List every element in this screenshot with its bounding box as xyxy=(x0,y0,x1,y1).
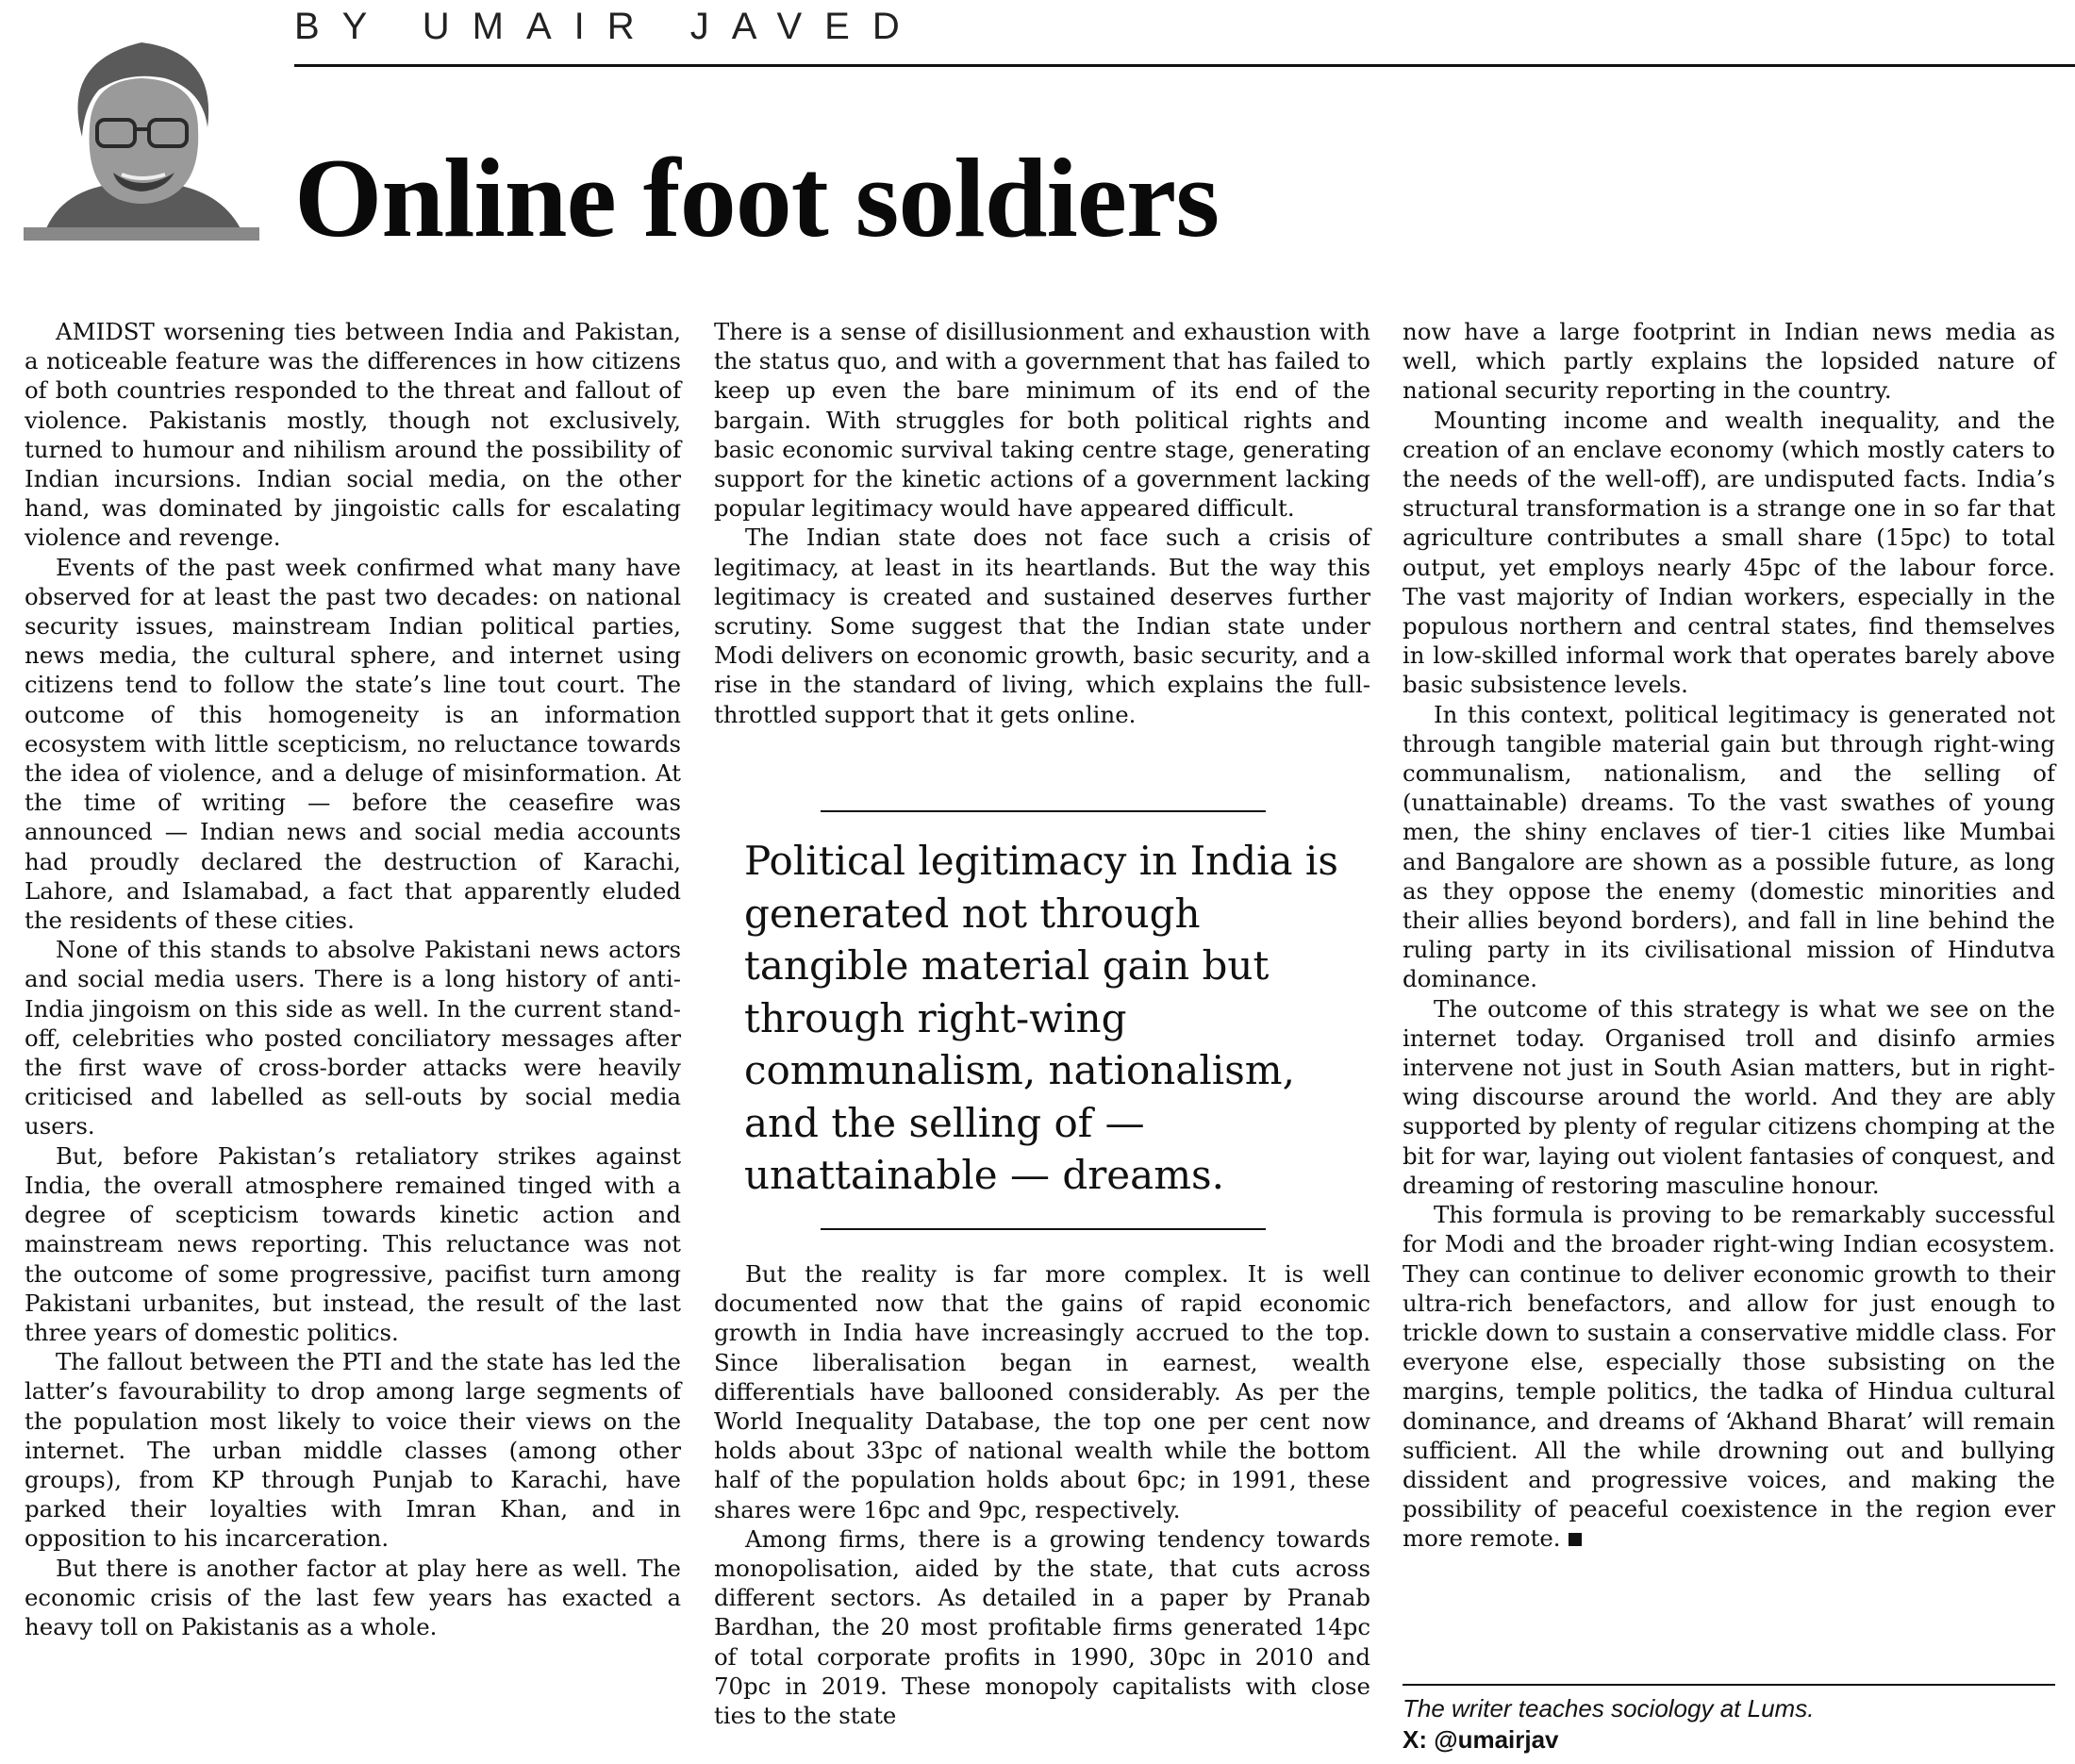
pullquote-rule-bottom xyxy=(821,1228,1266,1230)
author-bio: The writer teaches sociology at Lums. xyxy=(1403,1694,1815,1722)
paragraph: But the reality is far more complex. It is well documented now that the gains of rapid economic growth in India have increasingly accrued to the top. Since liberalisation began in earnest, wealth differentials have ballooned considerably. As per the World Inequality Database, the top one per cent now holds about 33pc of national wealth while the bottom half of the population holds about 6pc; in 1991, these shares were 16pc and 9pc, respectively. xyxy=(714,1260,1370,1523)
author-portrait xyxy=(24,24,259,239)
byline: BY UMAIR JAVED xyxy=(294,6,922,47)
paragraph: None of this stands to absolve Pakistani news actors and social media users. There is a long history of anti-India jingoism on this side as well. In the current stand-off, celebrities who posted conciliatory messages after the first wave of cross-border attacks were heavily criticised and labelled as sell-outs by social media users. xyxy=(25,936,681,1140)
paragraph: In this context, political legitimacy is generated not through tangible material gain but through right-wing communalism, nationalism, and the selling of (unattainable) dreams. To the vast swathes of young men, the shiny enclaves of tier-1 cities like Mumbai and Bangalore are shown as a possible future, as long as they oppose the enemy (domestic minorities and their allies beyond borders), and fall in line behind the ruling party in its civilisational mission of Hindutva dominance. xyxy=(1403,700,2055,993)
paragraph: The fallout between the PTI and the state has led the latter’s favourability to drop among large segments of the population most likely to voice their views on the internet. The urban middle classes (among other groups), from KP through Punjab to Karachi, have parked their loyalties with Imran Khan, and in opposition to his incarceration. xyxy=(25,1348,681,1553)
pullquote-rule-top xyxy=(821,810,1266,812)
headline: Online foot soldiers xyxy=(294,135,1220,260)
article-column-2-bottom xyxy=(714,1259,1370,1730)
paragraph: now have a large footprint in Indian news media as well, which partly explains the lopsided nature of national security reporting in the country. xyxy=(1403,318,2055,405)
portrait-accent-bar xyxy=(24,227,259,241)
paragraph: But, before Pakistan’s retaliatory strikes against India, the overall atmosphere remained tinged with a degree of scepticism towards kinetic action and mainstream news reporting. This reluctance was not the outcome of some progressive, pacifist turn among Pakistani urbanites, but instead, the result of the last three years of domestic politics. xyxy=(25,1141,681,1346)
paragraph: The Indian state does not face such a crisis of legitimacy, at least in its heartlands. But the way this legitimacy is created and sustained deserves further scrutiny. Some suggest that the Indian state under Modi delivers on economic growth, basic security, and a rise in the standard of living, which explains the full-throttled support that it gets online. xyxy=(714,524,1370,728)
paragraph-text: This formula is proving to be remarkably successful for Modi and the broader right-wing Indian ecosystem. They can continue to deliver economic growth to their ultra-rich benefactors, and allow for just enough to trickle down to sustain a conservative middle class. For everyone else, especially those subsisting on the margins, temple politics, the tadka of Hindua cultural dominance, and dreams of ‘Akhand Bharat’ will remain sufficient. All the while drowning out and bullying dissident and progressive voices, and making the possibility of peaceful coexistence in the region ever more remote. xyxy=(1403,1201,2055,1553)
author-social-handle: X: @umairjav xyxy=(1403,1725,1559,1754)
paragraph: There is a sense of disillusionment and exhaustion with the status quo, and with a government that has failed to keep up even the bare minimum of its end of the bargain. With struggles for both political rights and basic economic survival taking centre stage, generating support for the kinetic actions of a government lacking popular legitimacy would have appeared difficult. xyxy=(714,318,1370,523)
article-column-1 xyxy=(25,317,681,1641)
paragraph: Among firms, there is a growing tendency towards monopolisation, aided by the state, that cuts across different sectors. As detailed in a paper by Pranab Bardhan, the 20 most profitable firms generated 14pc of total corporate profits in 1990, 30pc in 2010 and 70pc in 2019. These monopoly capitalists with close ties to the state xyxy=(714,1524,1370,1730)
paragraph: Mounting income and wealth inequality, and the creation of an enclave economy (which mostly caters to the needs of the well-off), are undisputed facts. India’s structural transformation is a strange one in so far that agriculture contributes a small share (15pc) to total output, yet employs nearly 45pc of the labour force. The vast majority of Indian workers, especially in the populous northern and central states, find themselves in low-skilled informal work that operates barely above basic subsistence levels. xyxy=(1403,406,2055,699)
article-column-3 xyxy=(1403,317,2055,1554)
bio-rule xyxy=(1403,1684,2055,1686)
paragraph: AMIDST worsening ties between India and Pakistan, a noticeable feature was the differences in how citizens of both countries responded to the threat and fallout of violence. Pakistanis mostly, though not exclusively, turned to humour and nihilism around the possibility of Indian incursions. Indian social media, on the other hand, was dominated by jingoistic calls for escalating violence and revenge. xyxy=(25,318,681,552)
paragraph: The outcome of this strategy is what we see on the internet today. Organised troll and disinfo armies intervene not just in South Asian matters, but in right-wing discourse around the world. And they are ably supported by plenty of regular citizens chomping at the bit for war, laying out violent fantasies of conquest, and dreaming of restoring masculine honour. xyxy=(1403,994,2055,1199)
paragraph xyxy=(1403,1200,2055,1553)
article-column-2-top xyxy=(714,317,1370,729)
pullquote: Political legitimacy in India is generated not through tangible material gain but through right-wing communalism, nationalism, and the selling of — unattainable — dreams. xyxy=(744,838,1338,1198)
paragraph: But there is another factor at play here as well. The economic crisis of the last few years has exacted a heavy toll on Pakistanis as a whole. xyxy=(25,1554,681,1640)
byline-rule xyxy=(294,64,2075,67)
end-of-article-mark xyxy=(1569,1533,1582,1546)
paragraph: Events of the past week confirmed what many have observed for at least the past two decades: on national security issues, mainstream Indian political parties, news media, the cultural sphere, and internet using citizens tend to follow the state’s line tout court. The outcome of this homogeneity is an information ecosystem with little scepticism, no reluctance towards the idea of violence, and a deluge of misinformation. At the time of writing — before the ceasefire was announced — Indian news and social media accounts had proudly declared the destruction of Karachi, Lahore, and Islamabad, a fact that apparently eluded the residents of these cities. xyxy=(25,553,681,935)
